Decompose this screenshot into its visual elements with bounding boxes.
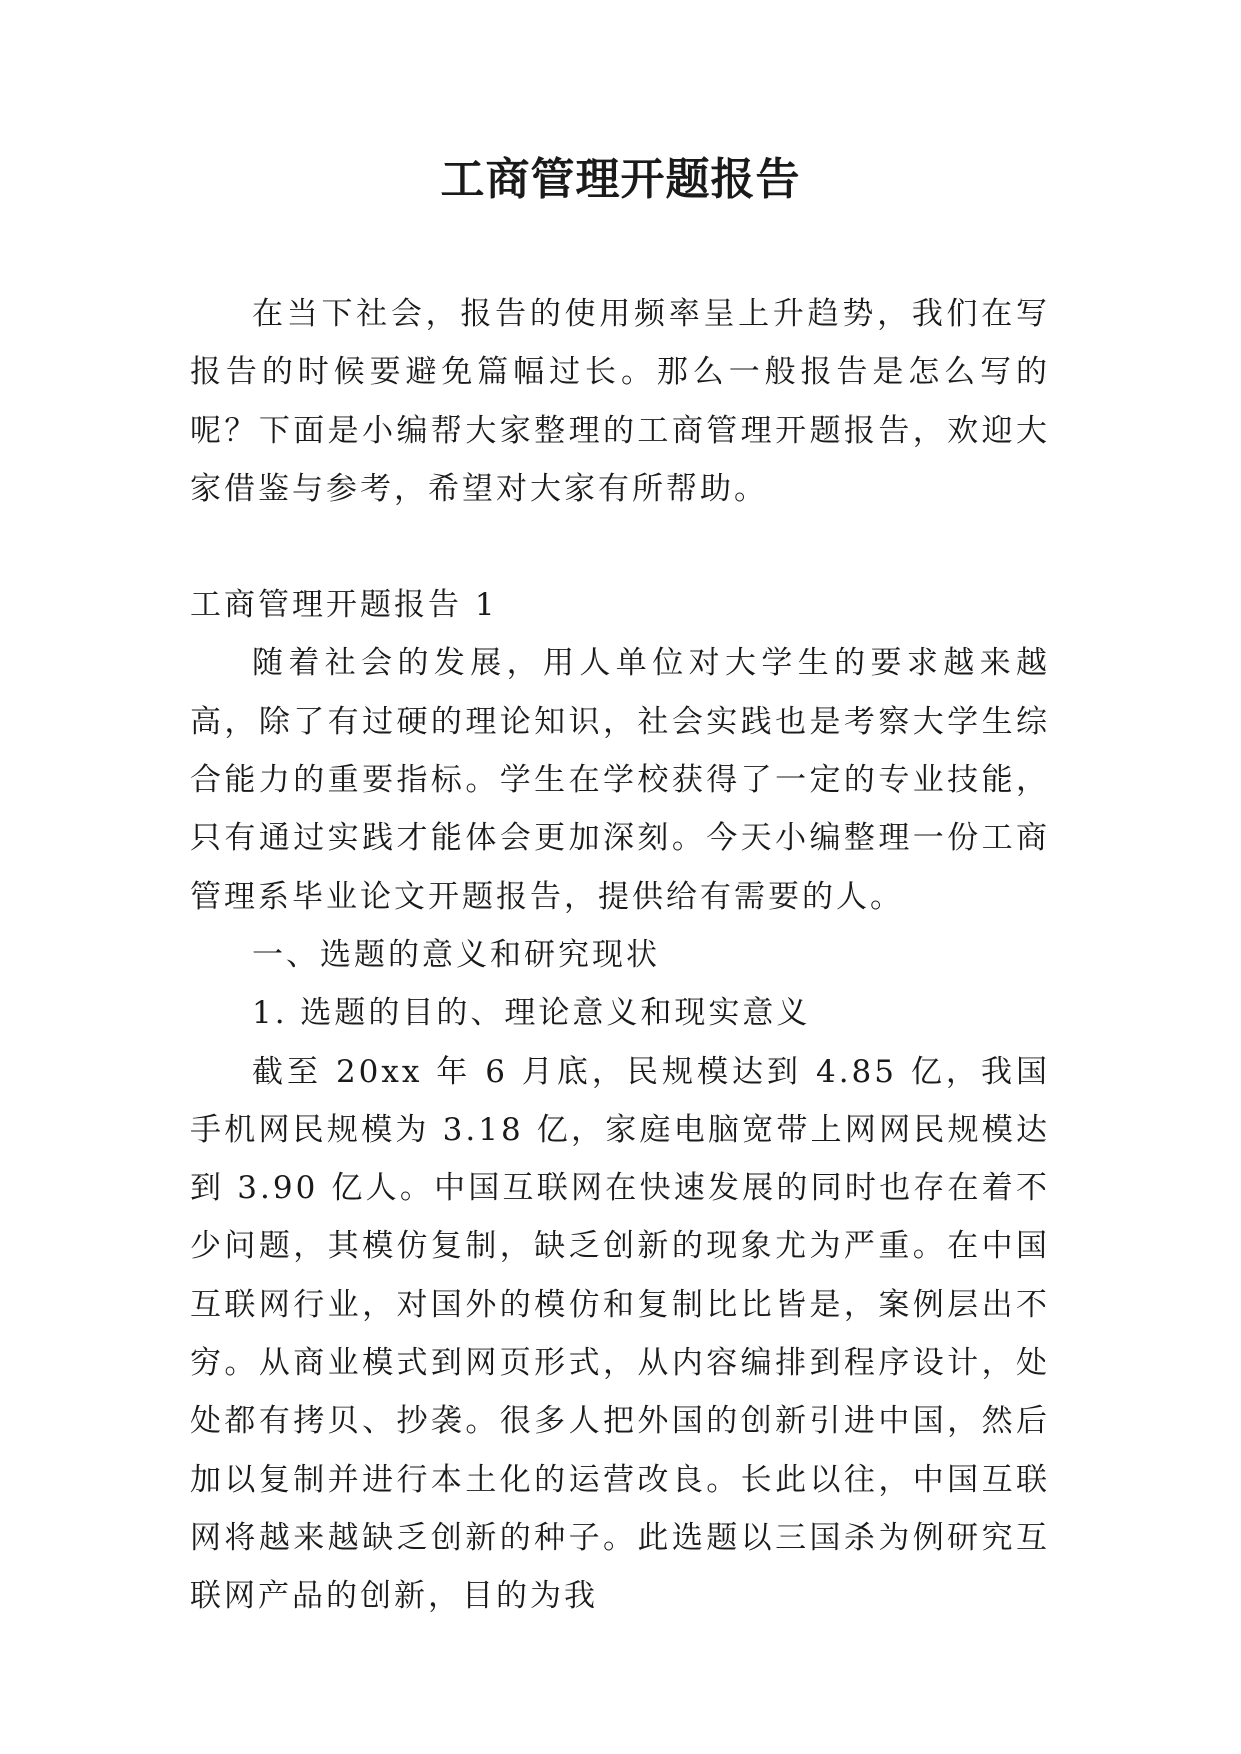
- document-title: 工商管理开题报告: [440, 154, 801, 205]
- document-body: [190, 285, 1050, 1626]
- intro-paragraph: 在当下社会，报告的使用频率呈上升趋势，我们在写报告的时候要避免篇幅过长。那么一般报告是怎么写的呢？下面是小编帮大家整理的工商管理开题报告，欢迎大家借鉴与参考，希望对大家有所帮助。: [190, 296, 1050, 507]
- section-heading: 工商管理开题报告 1: [190, 587, 498, 624]
- body-paragraph: 截至 20xx 年 6 月底，民规模达到 4.85 亿，我国手机网民规模为 3.18 亿，家庭电脑宽带上网网民规模达到 3.90 亿人。中国互联网在快速发展的同时也存在着不少问题，其模仿复制，缺乏创新的现象尤为严重。在中国互联网行业，对国外的模仿和复制比比皆是，案例层出不穷。从商业模式到网页形式，从内容编排到程序设计，处处都有拷贝、抄袭。很多人把外国的创新引进中国，然后加以复制并进行本土化的运营改良。长此以往，中国互联网将越来越缺乏创新的种子。此选题以三国杀为例研究互联网产品的创新，目的为我: [190, 1053, 1050, 1615]
- subsection-heading: 1. 选题的目的、理论意义和现实意义: [252, 995, 811, 1032]
- subsection-heading: 一、选题的意义和研究现状: [252, 936, 660, 973]
- body-paragraph: 随着社会的发展，用人单位对大学生的要求越来越高，除了有过硬的理论知识，社会实践也是考察大学生综合能力的重要指标。学生在学校获得了一定的专业技能，只有通过实践才能体会更加深刻。今天小编整理一份工商管理系毕业论文开题报告，提供给有需要的人。: [190, 645, 1050, 915]
